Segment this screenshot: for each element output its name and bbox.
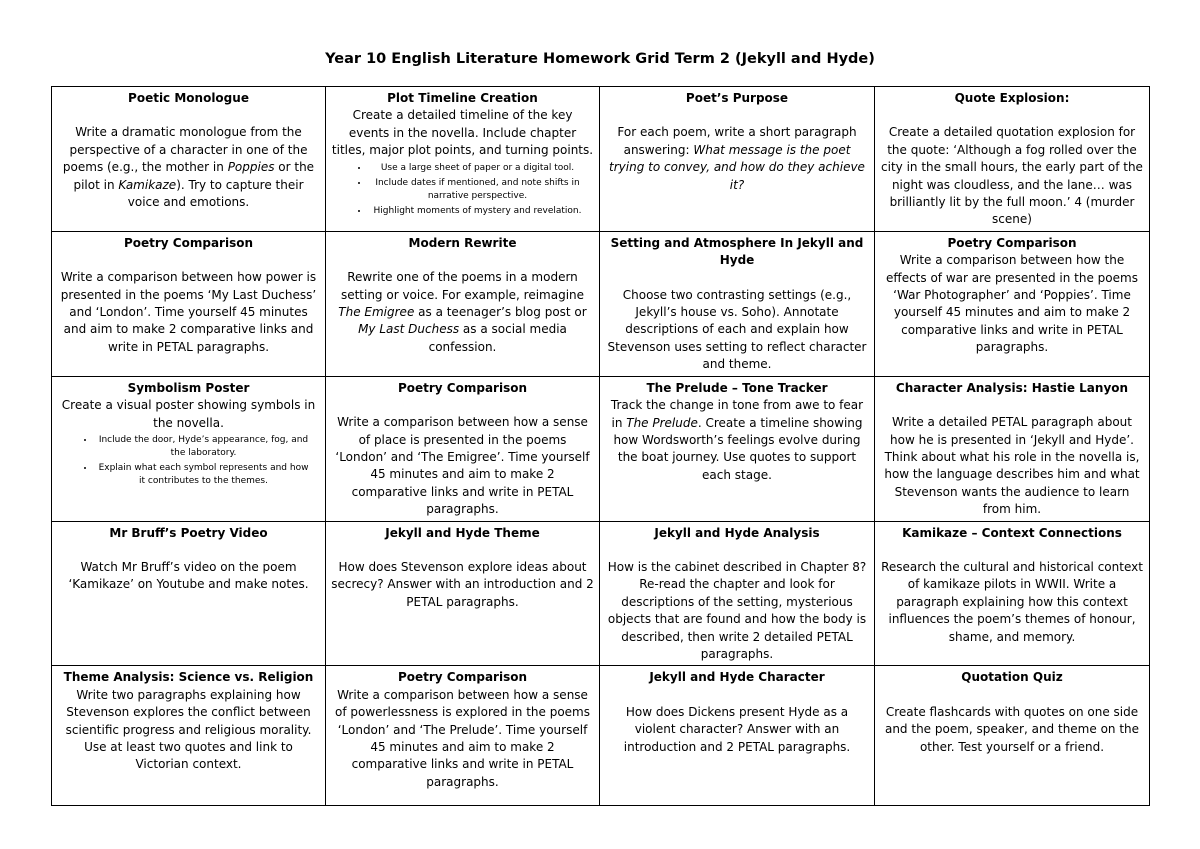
text-run: Research the cultural and historical context of kamikaze pilots in WWII. Write a paragraph explaining how this context influences the poem’s themes of honour, shame, and memory. — [881, 559, 1143, 644]
task-cell — [875, 666, 1150, 806]
italic-title: The Emigree — [338, 305, 415, 320]
italic-title: Poppies — [227, 160, 275, 175]
task-cell — [600, 521, 875, 666]
task-description — [605, 397, 869, 484]
grid-row — [52, 87, 1150, 232]
task-cell — [875, 87, 1150, 232]
task-heading: Plot Timeline Creation — [387, 91, 538, 105]
task-description — [880, 559, 1144, 646]
text-run: Create a visual poster showing symbols in the novella. — [61, 398, 316, 430]
task-heading: Setting and Atmosphere In Jekyll and Hyde — [610, 235, 864, 268]
task-cell — [600, 666, 875, 806]
spacer — [57, 107, 320, 124]
task-cell — [52, 87, 326, 232]
task-heading: Kamikaze – Context Connections — [902, 525, 1122, 540]
task-description — [605, 124, 869, 194]
task-heading: Jekyll and Hyde Character — [649, 670, 825, 685]
task-description — [605, 704, 869, 756]
page-title: Year 10 English Literature Homework Grid Term 2 (Jekyll and Hyde) — [325, 51, 875, 67]
task-cell — [52, 666, 326, 806]
task-heading: Poetry Comparison — [397, 670, 528, 685]
bullet-item: • Include dates if mentioned, and note shifts in narrative perspective. — [369, 177, 586, 203]
task-cell — [326, 231, 600, 376]
task-heading: Character Analysis: Hastie Lanyon — [895, 380, 1129, 395]
bullet-item: • Explain what each symbol represents and how it contributes to the themes. — [95, 462, 312, 488]
task-heading: Poetic Monologue — [128, 91, 249, 105]
spacer — [331, 542, 594, 559]
task-heading: Quotation Quiz — [961, 670, 1063, 685]
task-heading: Theme Analysis: Science vs. Religion — [63, 670, 314, 685]
task-description — [331, 559, 594, 611]
task-cell — [875, 521, 1150, 666]
task-description — [57, 397, 320, 432]
italic-title: The Prelude — [626, 415, 698, 430]
task-heading: Poetry Comparison — [947, 235, 1077, 250]
text-run: Write a comparison between how a sense of place is presented in the poems ‘London’ and ‘The Emigree’. Time yourself 45 minutes and aim to make 2 comparative links and write in PETAL paragraphs. — [335, 415, 590, 517]
task-heading: Quote Explosion: — [954, 91, 1070, 105]
text-run: For each poem, write a short paragraph answering: — [617, 125, 857, 157]
text-run: Write a detailed PETAL paragraph about how he is presented in ‘Jekyll and Hyde’. Think about what his role in the novella is, how the language describes him and what Stevenson wants the audience to learn from him. — [884, 415, 1140, 517]
text-run: as a teenager’s blog post or — [414, 305, 587, 320]
italic-title: What message is the poet trying to convey, and how do they achieve it? — [609, 142, 865, 192]
spacer — [57, 252, 320, 269]
task-description — [57, 269, 320, 356]
text-run: . Create a timeline showing how Wordsworth’s feelings evolve during the boat journey. Use quotes to support each stage. — [613, 415, 863, 482]
task-heading: Jekyll and Hyde Analysis — [654, 525, 820, 540]
text-run: Write a dramatic monologue from the perspective of a character in one of the poems (e.g., the mother in — [62, 125, 308, 175]
task-description — [880, 704, 1144, 756]
spacer — [331, 397, 594, 414]
task-description — [880, 124, 1144, 228]
task-heading: The Prelude – Tone Tracker — [646, 380, 828, 395]
spacer — [880, 397, 1144, 414]
spacer — [331, 252, 594, 269]
text-run: or the pilot in — [73, 160, 315, 192]
task-cell — [600, 231, 875, 376]
task-cell — [600, 376, 875, 521]
text-run: Create flashcards with quotes on one side and the poem, speaker, and theme on the other. Test yourself or a friend. — [884, 704, 1140, 754]
text-run: Write a comparison between how power is presented in the poems ‘My Last Duchess’ and ‘London’. Time yourself 45 minutes and aim to make 2 comparative links and write in PETAL paragraphs. — [60, 270, 317, 354]
task-heading: Symbolism Poster — [127, 380, 250, 395]
text-run: Write a comparison between how the effects of war are presented in the poems ‘War Photographer’ and ‘Poppies’. Time yourself 45 minutes and aim to make 2 comparative links and write in PETAL paragraphs. — [886, 253, 1138, 355]
task-heading: Poet’s Purpose — [685, 91, 789, 105]
spacer — [605, 270, 869, 287]
spacer — [605, 542, 869, 559]
grid-row — [52, 231, 1150, 376]
task-heading: Jekyll and Hyde Theme — [385, 525, 540, 540]
task-cell — [52, 376, 326, 521]
task-cell — [875, 376, 1150, 521]
spacer — [57, 542, 320, 559]
text-run: Create a detailed timeline of the key events in the novella. Include chapter titles, major plot points, and turning points. — [331, 108, 594, 158]
task-heading: Mr Bruff’s Poetry Video — [109, 525, 268, 540]
task-cell — [326, 521, 600, 666]
task-description — [880, 252, 1144, 356]
text-run: Choose two contrasting settings (e.g., Jekyll’s house vs. Soho). Annotate descriptions of each and explain how Stevenson uses setting to reflect character and theme. — [607, 287, 867, 372]
bullet-item: • Use a large sheet of paper or a digital tool. — [369, 162, 586, 175]
task-heading: Poetry Comparison — [123, 235, 254, 250]
bullet-item: • Include the door, Hyde’s appearance, fog, and the laboratory. — [95, 434, 312, 460]
italic-title: Kamikaze — [118, 177, 177, 192]
task-description — [331, 107, 594, 159]
task-heading: Modern Rewrite — [408, 235, 517, 250]
bullet-list — [331, 162, 594, 218]
text-run: Rewrite one of the poems in a modern setting or voice. For example, reimagine — [340, 270, 585, 302]
text-run: as a social media confession. — [428, 322, 567, 354]
spacer — [605, 687, 869, 704]
text-run: Track the change in tone from awe to fear in — [610, 398, 864, 430]
task-cell — [52, 521, 326, 666]
task-cell — [875, 231, 1150, 376]
task-description — [331, 269, 594, 356]
task-cell — [326, 87, 600, 232]
text-run: Watch Mr Bruff’s video on the poem ‘Kamikaze’ on Youtube and make notes. — [68, 559, 309, 592]
task-heading: Poetry Comparison — [397, 380, 528, 395]
spacer — [880, 542, 1144, 559]
text-run: ). Try to capture their voice and emotions. — [127, 177, 304, 210]
spacer — [880, 687, 1144, 704]
text-run: Create a detailed quotation explosion for the quote: ‘Although a fog rolled over the city in the small hours, the early part of the night was cloudless, and the lane… was brilliantly lit by the full moon.’ 4 (murder scene) — [881, 125, 1143, 227]
task-description — [605, 559, 869, 663]
spacer — [880, 107, 1144, 124]
task-description — [57, 124, 320, 211]
grid-row — [52, 376, 1150, 521]
text-run: How does Stevenson explore ideas about secrecy? Answer with an introduction and 2 PETAL paragraphs. — [331, 559, 594, 609]
task-description — [57, 687, 320, 774]
grid-row — [52, 521, 1150, 666]
homework-grid — [51, 86, 1150, 806]
text-run: Write a comparison between how a sense of powerlessness is explored in the poems ‘London’ and ‘The Prelude’. Time yourself 45 minutes and aim to make 2 comparative links and write in PETAL paragraphs. — [335, 687, 590, 789]
task-description — [605, 287, 869, 374]
task-cell — [52, 231, 326, 376]
task-cell — [326, 376, 600, 521]
task-description — [331, 687, 594, 791]
bullet-list — [57, 434, 320, 488]
text-run: How is the cabinet described in Chapter 8? Re-read the chapter and look for descriptions of the setting, mysterious objects that are found and how the body is described, then write 2 detailed PETAL paragraphs. — [607, 559, 867, 661]
text-run: Write two paragraphs explaining how Stevenson explores the conflict between scientific progress and religious morality. Use at least two quotes and link to Victorian context. — [65, 687, 312, 772]
text-run: How does Dickens present Hyde as a violent character? Answer with an introduction and 2 PETAL paragraphs. — [623, 704, 851, 754]
italic-title: My Last Duchess — [358, 322, 460, 337]
spacer — [605, 107, 869, 124]
task-description — [880, 414, 1144, 518]
task-cell — [600, 87, 875, 232]
task-description — [57, 559, 320, 594]
task-description — [331, 414, 594, 518]
grid-row — [52, 666, 1150, 806]
task-cell — [326, 666, 600, 806]
bullet-item: • Highlight moments of mystery and revelation. — [369, 205, 586, 218]
